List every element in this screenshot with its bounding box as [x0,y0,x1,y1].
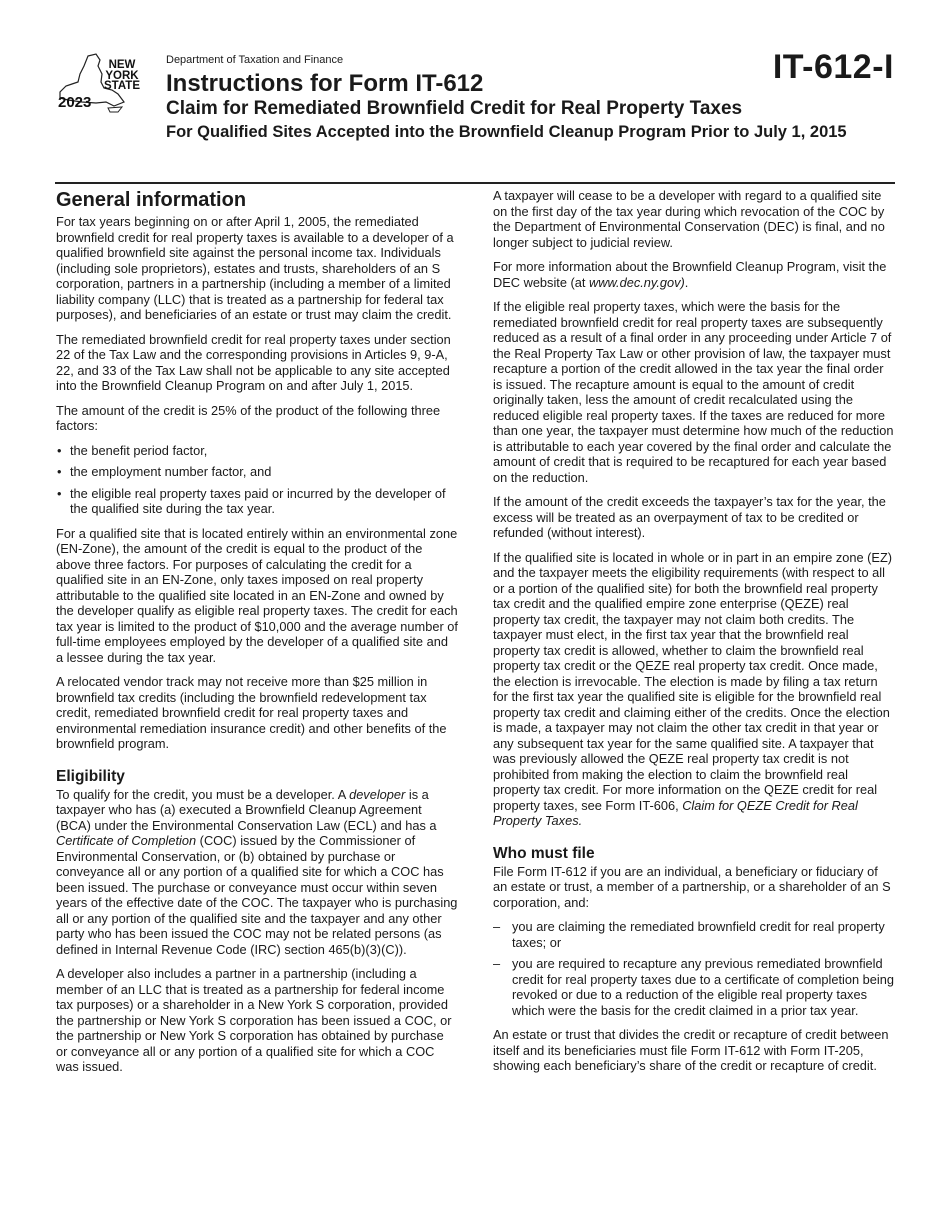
list-item: • the eligible real property taxes paid or incurred by the developer of the qualified site during the tax year. [56,486,458,517]
text-run: is a taxpayer who has (a) executed a Brownfield Cleanup Agreement (BCA) under the Environmental Conservation Law (ECL) and has a [56,786,437,833]
section-heading-general-information: General information [56,189,247,211]
factor-list [56,443,458,517]
paragraph: File Form IT-612 if you are an individual, a beneficiary or fiduciary of an estate or trust, a member of a partnership, or a shareholder of an S corporation, and: [493,863,891,910]
term-certificate-of-completion: Certificate of Completion [56,833,197,848]
paragraph: The amount of the credit is 25% of the product of the following three factors: [56,402,441,433]
form-code: IT-612-I [772,48,894,86]
paragraph-qeze [493,550,895,829]
text-run: (COC) issued by the Commissioner of Environmental Conservation, or (b) obtained by purchase or conveyance all or any portion of a qualified site for which a COC has been issued. The purchase or conveyance must occur within seven years of the effective date of the COC. The taxpayer who is purchasing all or any portion of the qualified site and the taxpayer and any other party who has been issued the COC may not be related persons (as defined in Internal Revenue Code (IRC) section 465(b)(3)(C)). [56,833,458,957]
text-run: For more information about the Brownfield Cleanup Program, visit the DEC website (at [493,259,887,290]
list-item: – you are required to recapture any previous remediated brownfield credit for real property taxes due to a certificate of completion being revoked or due to a reduction of the eligible real property taxes which were the basis for the credit claimed in a prior tax year. [493,956,895,1018]
list-item: – you are claiming the remediated brownfield credit for real property taxes; or [493,919,895,950]
paragraph: If the amount of the credit exceeds the taxpayer’s tax for the year, the excess will be treated as an overpayment of tax to be credited or refunded (without interest). [493,494,886,540]
department-name: Department of Taxation and Finance [166,54,344,66]
paragraph: An estate or trust that divides the credit or recapture of credit between itself and its beneficiaries must file Form IT-612 with Form IT-205, showing each beneficiary’s share of the credit or recapture of credit. [493,1027,889,1073]
logo-year: 2023 [58,94,92,111]
page-header [0,0,950,180]
paragraph-dec-info [493,259,895,290]
section-heading-eligibility: Eligibility [56,767,125,785]
paragraph: A taxpayer will cease to be a developer with regard to a qualified site on the first day of the tax year during which revocation of the COC by the Department of Environmental Conservation (DEC) is final, and no longer subject to judicial review. [493,188,885,250]
header-divider [55,182,895,184]
paragraph-eligibility [56,787,458,958]
list-item: • the employment number factor, and [56,464,458,480]
logo-state-text: NEW YORK STATE [104,59,140,92]
nys-logo [52,52,152,116]
paragraph: A developer also includes a partner in a partnership (including a member of an LLC that is treated as a partnership for federal income tax purposes) or a shareholder in a New York S corporation, provided the partnership or New York S corporation has been issued a COC, or the partnership or New York S corporation has obtained by purchase or conveyance all or any portion of a qualified site for which a COC was issued. [56,966,452,1074]
paragraph: For a qualified site that is located entirely within an environmental zone (EN-Zone), the amount of the credit is equal to the product of the above three factors. For purposes of calculating the credit for a qualified site in an EN-Zone, only taxes imposed on real property attributable to the qualified site located in an EN-Zone and owned by the developer qualify as eligible real property taxes. The credit for each tax year is limited to the product of $10,000 and the average number of full-time employees employed by the developer of a qualified site and a lessee during the tax year. [56,525,458,665]
page-subtitle: Claim for Remediated Brownfield Credit for Real Property Taxes [166,98,743,119]
page-title: Instructions for Form IT-612 [166,70,484,97]
dec-website-link[interactable]: www.dec.ny.gov) [589,274,685,290]
list-item: • the benefit period factor, [56,443,458,459]
right-column [493,188,895,1083]
text-run: If the qualified site is located in whole or in part in an empire zone (EZ) and the taxpayer meets the eligibility requirements (with respect to all or a portion of the qualified site) for both the brownfield real property tax credit and the qualified empire zone enterprise (QEZE) real property tax credit, the taxpayer may not claim both credits. The taxpayer must elect, in the first tax year that the brownfield real property tax credit is allowed, whether to claim the brownfield real property tax credit or the QEZE real property tax credit. Once made, the election is irrevocable. The election is made by filing a tax return for the first tax year the qualified site is eligible for the brownfield real property tax credit and claiming either of the credits. Once the election is made, a taxpayer may not claim the other tax credit in that year or any subsequent tax year for the same qualified site. A taxpayer that was previously allowed the QEZE real property tax credit is not prohibited from making the election to claim the brownfield real property tax credit. For more information on the QEZE credit for real property taxes, see Form IT-606, [493,549,893,813]
paragraph: For tax years beginning on or after April 1, 2005, the remediated brownfield credit for real property taxes is available to a developer of a qualified brownfield site against the personal income tax. Individuals (including sole proprietors), estates and trusts, shareholders of an S corporation, partners in a partnership (including a member of a limited liability company (LLC) that is treated as a partnership for federal tax purposes), and beneficiaries of an estate or trust may claim the credit. [56,214,454,322]
paragraph: If the eligible real property taxes, which were the basis for the remediated brownfield credit for real property taxes are subsequently reduced as a result of a final order in any proceeding under Article 7 of the Real Property Tax Law or other provision of law, the taxpayer must recapture a portion of the credit allowed in the tax year the final order is issued. The recapture amount is equal to the amount of credit originally taken, less the amount of credit recalculated using the reduced eligible real property taxes. If the taxes are reduced for more than one year, the taxpayer must determine how much of the reduction is attributable to each year covered by the final order and calculate the amount of credit that is required to be recaptured for each year based on the reduction. [493,299,894,485]
term-developer: developer [349,786,406,802]
page-subtitle-secondary: For Qualified Sites Accepted into the Brownfield Cleanup Program Prior to July 1, 2015 [166,123,847,141]
section-heading-who-must-file: Who must file [493,844,595,862]
paragraph: A relocated vendor track may not receive more than $25 million in brownfield tax credits (including the brownfield redevelopment tax credit, remediated brownfield credit for real property taxes and environmental remediation insurance credit) and other benefits of the brownfield program. [56,674,447,751]
filing-conditions-list [493,919,895,1018]
text-run: . [684,274,689,290]
form-it-606-title: Claim for QEZE Credit for Real Property Taxes. [493,797,858,828]
paragraph: The remediated brownfield credit for real property taxes under section 22 of the Tax Law and the corresponding provisions in Articles 9, 9-A, 22, and 33 of the Tax Law shall not be applicable to any site accepted into the Brownfield Cleanup Program on and after July 1, 2015. [56,331,451,393]
left-column [56,188,458,1084]
text-run: To qualify for the credit, you must be a developer. A [56,786,350,802]
